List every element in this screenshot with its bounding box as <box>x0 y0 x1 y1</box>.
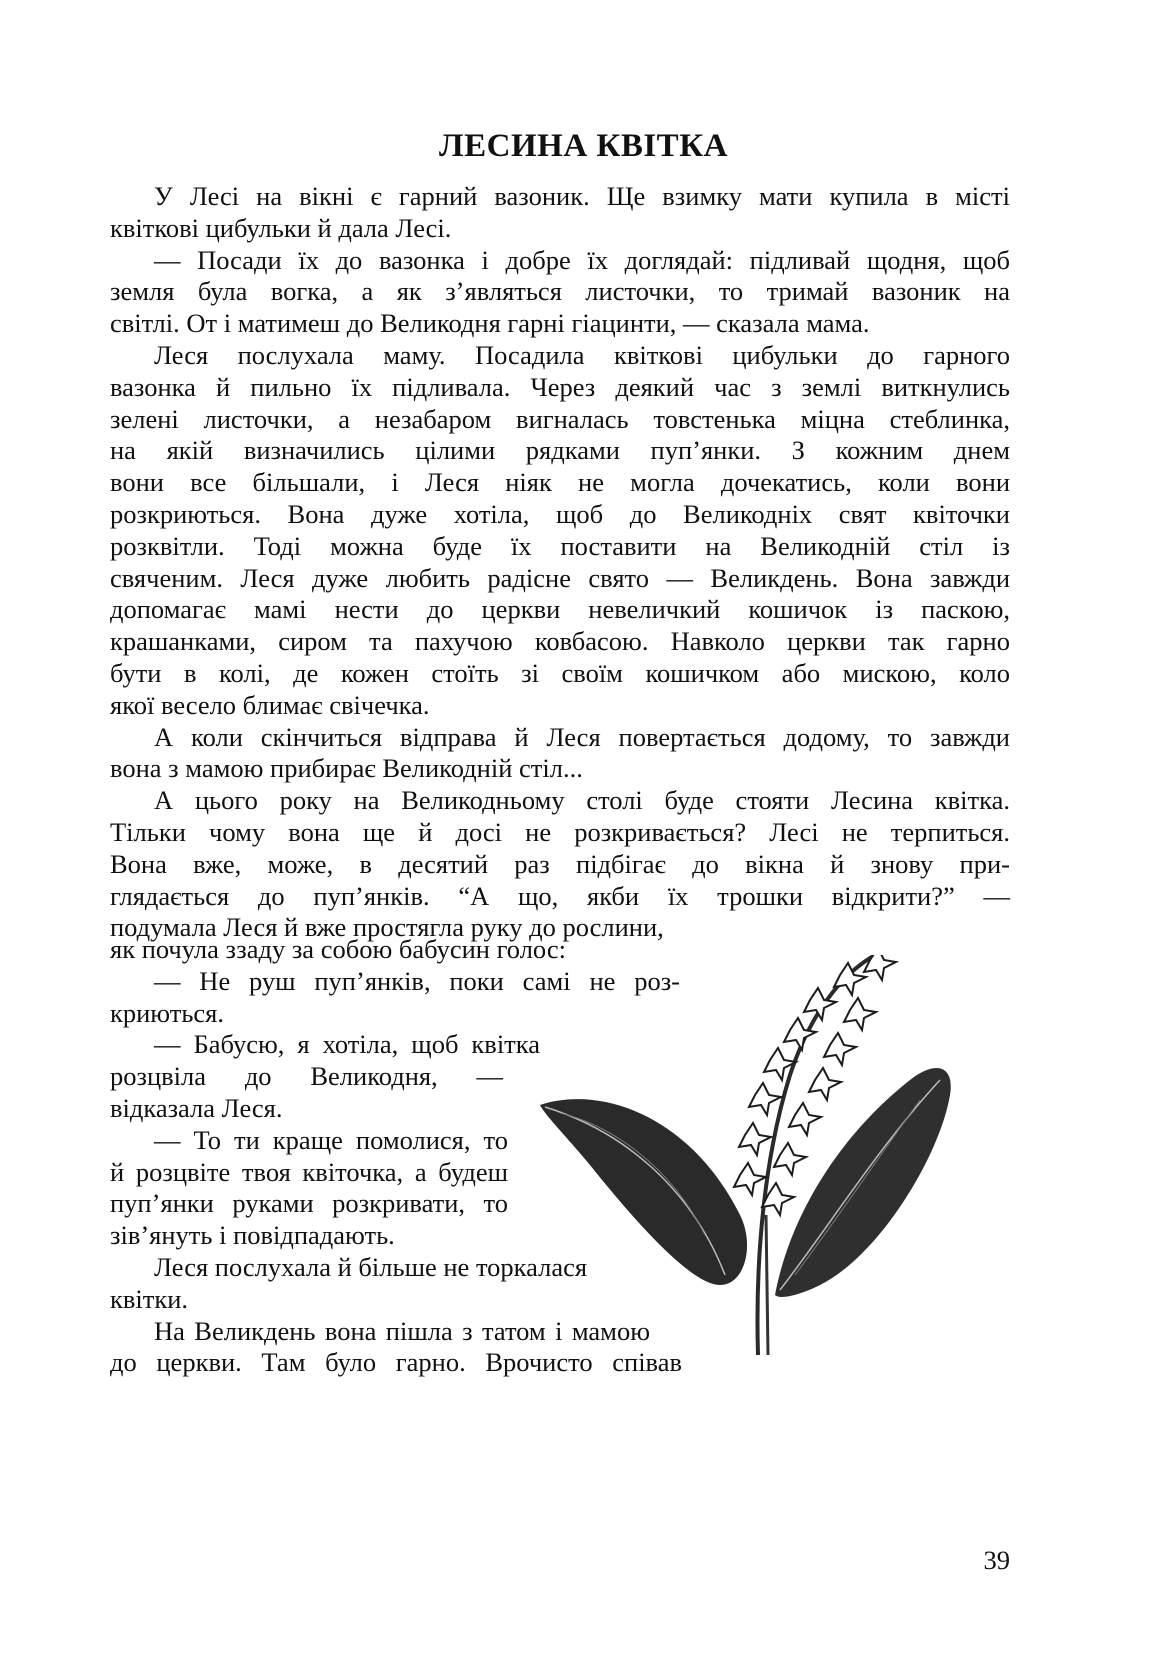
text-line: На Великдень вона пішла з татом і мамою <box>154 1315 650 1346</box>
text-line: подумала Леся й вже простягла руку до рослини, <box>110 912 664 943</box>
page-number: 39 <box>983 1545 1010 1575</box>
text-line: й розцвіте твоя квіточка, а будеш <box>110 1156 508 1187</box>
text-line: розцвіла до Великодня, — <box>110 1061 503 1092</box>
text-line: допомагає мамі нести до церкви невеличкий кошичок із паскою, <box>110 594 1010 625</box>
text-line: на якій визначились цілими рядками пуп’янки. З кожним днем <box>110 435 1010 466</box>
text-line: — Посади їх до вазонка і добре їх доглядай: підливай щодня, щоб <box>154 244 1010 275</box>
text-line: квіткові цибульки й дала Лесі. <box>110 212 452 243</box>
text-line: розкриються. Вона дуже хотіла, щоб до Великодніх свят квіточки <box>110 498 1010 529</box>
text-line: розквітли. Тоді можна буде їх поставити на Великодній стіл із <box>110 530 1010 561</box>
text-line: Вона вже, може, в десятий раз підбігає до вікна й знову при- <box>110 848 1010 879</box>
text-line: А коли скінчиться відправа й Леся повертається додому, то завжди <box>154 721 1010 752</box>
text-line: Леся послухала й більше не торкалася <box>154 1251 588 1282</box>
text-line: вони все більшали, і Леся ніяк не могла дочекатись, коли вони <box>110 467 1010 498</box>
text-line: — Бабусю, я хотіла, щоб квітка <box>154 1029 540 1060</box>
text-line: світлі. От і матимеш до Великодня гарні гіацинти, — сказала мама. <box>110 308 870 339</box>
text-line: крашанками, сиром та пахучою ковбасою. Навколо церкви так гарно <box>110 626 1010 657</box>
text-line: — Не руш пуп’янків, поки самі не роз- <box>154 965 680 996</box>
text-line: Леся послухала маму. Посадила квіткові цибульки до гарного <box>154 339 1010 370</box>
text-line: квітки. <box>110 1283 189 1314</box>
text-line: до церкви. Там було гарно. Врочисто співав <box>110 1347 682 1378</box>
text-line: криються. <box>110 997 224 1028</box>
page-title: ЛЕСИНА КВІТКА <box>439 128 728 164</box>
text-line: бути в колі, де кожен стоїть зі своїм кошичком або мискою, коло <box>110 657 1010 688</box>
text-line: — То ти краще помолися, то <box>154 1124 508 1155</box>
body-text-bottom <box>110 934 750 1379</box>
text-line: відказала Леся. <box>110 1092 283 1123</box>
text-line: пуп’янки руками розкривати, то <box>110 1188 508 1219</box>
text-line: свяченим. Леся дуже любить радісне свято — Великдень. Вона завжди <box>110 562 1010 593</box>
text-line: глядається до пуп’янків. “А що, якби їх трошки відкрити?” — <box>110 880 1010 911</box>
text-line: як почула ззаду за собою бабусин голос: <box>110 934 566 964</box>
text-line: зів’януть і повідпадають. <box>110 1220 395 1251</box>
text-line: вона з мамою прибирає Великодній стіл... <box>110 753 583 784</box>
text-line: земля була вогка, а як з’являться листочки, то тримай вазоник на <box>110 276 1010 307</box>
text-line: зелені листочки, а незабаром вигналась товстенька міцна стеблинка, <box>110 403 1010 434</box>
text-line: якої весело блимає свічечка. <box>110 689 430 720</box>
text-line: У Лесі на вікні є гарний вазоник. Ще взимку мати купила в місті <box>154 181 1010 211</box>
text-line: вазонка й пильно їх підливала. Через деякий час з землі виткнулись <box>110 371 1010 402</box>
body-text-top <box>110 181 1010 944</box>
text-line: А цього року на Великодньому столі буде стояти Лесина квітка. <box>154 785 1010 816</box>
text-line: Тільки чому вона ще й досі не розкривається? Лесі не терпиться. <box>110 816 1010 847</box>
